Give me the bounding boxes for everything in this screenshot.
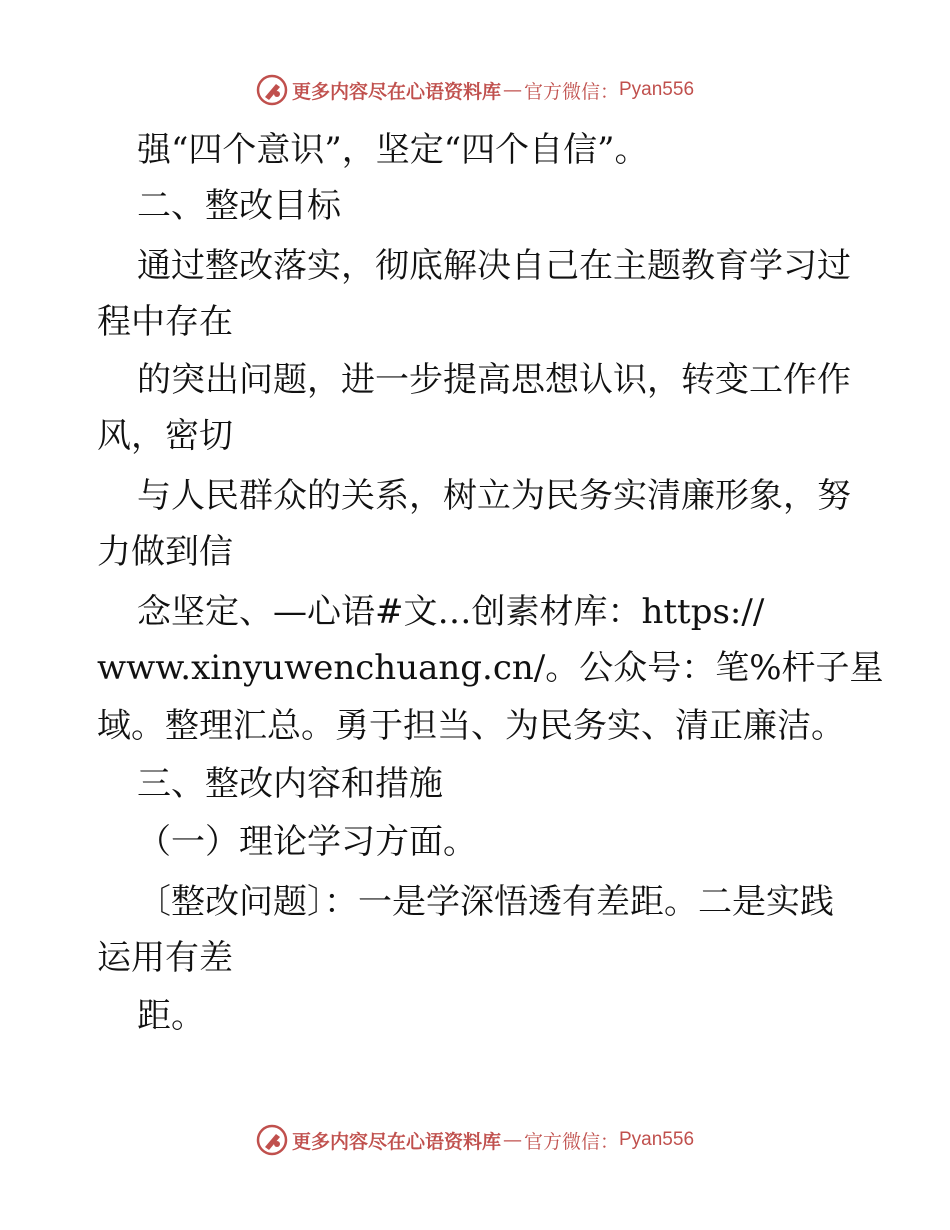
footer-banner [0, 1120, 950, 1160]
body-line-16: 距。 [137, 996, 205, 1036]
pen-logo-icon [256, 1124, 288, 1156]
body-line-6: 风，密切 [97, 416, 233, 456]
body-line-5: 的突出问题，进一步提高思想认识，转变工作作 [137, 360, 851, 400]
body-line-4: 程中存在 [97, 302, 233, 342]
header-banner-wechat-id: Pyan556 [619, 79, 695, 100]
section-heading-measures: 三、整改内容和措施 [137, 764, 443, 804]
body-line-15: 运用有差 [97, 938, 233, 978]
subsection-heading-theory: （一）理论学习方面。 [137, 822, 477, 862]
body-line-3: 通过整改落实，彻底解决自己在主题教育学习过 [137, 246, 851, 286]
body-line-14: 〔整改问题〕：一是学深悟透有差距。二是实践 [137, 882, 834, 922]
pen-logo-icon [256, 74, 288, 106]
header-banner [0, 70, 950, 110]
body-line-8: 力做到信 [97, 532, 233, 572]
section-heading-goals: 二、整改目标 [137, 186, 341, 226]
footer-banner-title: 更多内容尽在心语资料库 [291, 1130, 501, 1153]
footer-banner-wechat-label: 官方微信： [523, 1130, 619, 1153]
header-banner-dash: — [502, 79, 522, 101]
body-line-7: 与人民群众的关系，树立为民务实清廉形象，努 [137, 476, 851, 516]
footer-banner-dash: — [502, 1129, 522, 1151]
body-line-11: 域。整理汇总。勇于担当、为民务实、清正廉洁。 [97, 706, 845, 746]
header-banner-title: 更多内容尽在心语资料库 [291, 80, 501, 103]
footer-banner-wechat-id: Pyan556 [619, 1129, 695, 1150]
body-line-9: 念坚定、—心语#文…创素材库：https:// [137, 592, 765, 632]
body-line-1: 强“四个意识”，坚定“四个自信”。 [137, 130, 649, 170]
header-banner-wechat-label: 官方微信： [523, 80, 619, 103]
body-line-10: www.xinyuwenchuang.cn/。公众号：笔%杆子星 [97, 648, 884, 688]
